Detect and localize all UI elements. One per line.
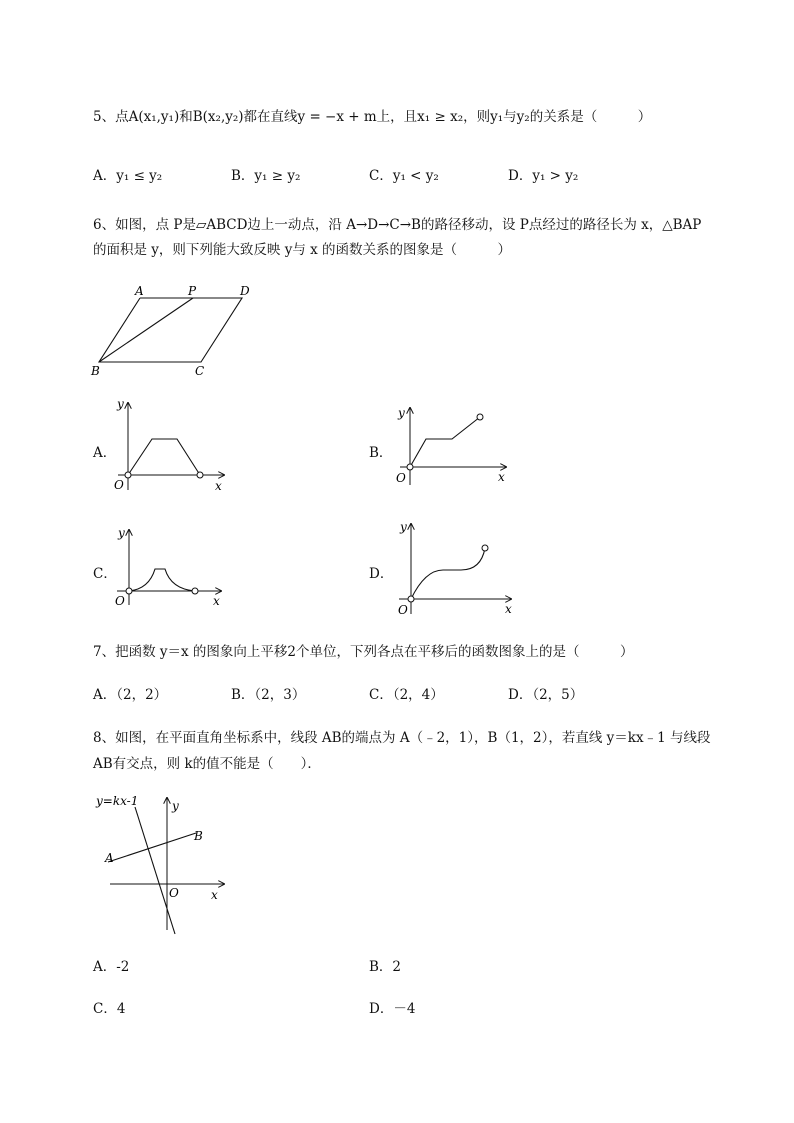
q8-option-a[interactable]: A．-2: [93, 959, 130, 975]
q6-parallelogram-figure: [85, 282, 265, 382]
q6-option-a-label[interactable]: A．: [93, 445, 117, 461]
fig-line-label: y=kx-1: [96, 794, 139, 808]
q6-text-line2: 的面积是 y，则下列能大致反映 y与 x 的函数关系的图象是（ ）: [93, 242, 512, 258]
q7-option-c[interactable]: C．（2，4）: [369, 687, 444, 703]
q6-graph-b[interactable]: [390, 405, 515, 490]
svg-text:y: y: [398, 406, 405, 420]
q5-option-a[interactable]: A．y₁ ≤ y₂: [93, 168, 163, 184]
q5-option-c[interactable]: C．y₁ < y₂: [369, 168, 439, 184]
q6-graph-d[interactable]: [395, 518, 520, 618]
q7-option-a[interactable]: A．（2，2）: [93, 687, 168, 703]
q5-option-d[interactable]: D．y₁ > y₂: [508, 168, 579, 184]
svg-text:y: y: [400, 520, 407, 534]
fig-origin: O: [169, 886, 179, 900]
q6-graph-c[interactable]: [115, 525, 230, 610]
q8-coordinate-figure: [93, 790, 233, 940]
q6-option-c-label[interactable]: C．: [93, 566, 117, 582]
q6-option-d-label[interactable]: D．: [369, 566, 394, 582]
fig-label-b8: B: [194, 829, 203, 843]
svg-text:y: y: [117, 397, 124, 411]
q7-text: 7、把函数 y＝x 的图象向上平移2个单位，下列各点在平移后的函数图象上的是（ ）: [93, 644, 634, 660]
q8-option-d[interactable]: D．－4: [369, 1001, 416, 1017]
svg-text:O: O: [114, 478, 124, 492]
fig-label-p: P: [188, 284, 197, 298]
fig-label-d: D: [240, 284, 250, 298]
svg-text:O: O: [396, 471, 406, 485]
q7-option-d[interactable]: D．（2，5）: [508, 687, 584, 703]
svg-text:x: x: [215, 479, 222, 493]
q8-text-line1: 8、如图，在平面直角坐标系中，线段 AB的端点为 A（﹣2，1），B（1，2），若直线 y＝kx﹣1 与线段: [93, 730, 711, 746]
svg-text:O: O: [115, 594, 125, 608]
fig-label-a8: A: [105, 851, 114, 865]
svg-text:x: x: [213, 594, 220, 608]
svg-text:y: y: [118, 526, 125, 540]
q8-text-line2: AB有交点，则 k的值不能是（ ）．: [93, 756, 321, 772]
fig-label-c: C: [195, 364, 205, 378]
fig-label-a: A: [135, 284, 144, 298]
q6-graph-a[interactable]: [110, 395, 235, 495]
svg-text:x: x: [505, 602, 512, 616]
q6-text-line1: 6、如图，点 P是▱ABCD边上一动点，沿 A→D→C→B的路径移动，设 P点经过的路径长为 x，△BAP: [93, 217, 702, 233]
svg-text:O: O: [398, 603, 408, 617]
q5-text: 5、点A(x₁,y₁)和B(x₂,y₂)都在直线y = −x + m上，且x₁ ≥ x₂，则y₁与y₂的关系是（ ）: [93, 109, 652, 125]
fig-axis-x: x: [211, 888, 218, 902]
q6-option-b-label[interactable]: B．: [369, 445, 393, 461]
fig-label-b: B: [91, 364, 100, 378]
fig-axis-y: y: [172, 799, 179, 813]
q8-option-b[interactable]: B．2: [369, 959, 402, 975]
q5-option-b[interactable]: B．y₁ ≥ y₂: [231, 168, 301, 184]
q8-option-c[interactable]: C．4: [93, 1001, 126, 1017]
q7-option-b[interactable]: B．（2，3）: [231, 687, 306, 703]
svg-text:x: x: [498, 470, 505, 484]
